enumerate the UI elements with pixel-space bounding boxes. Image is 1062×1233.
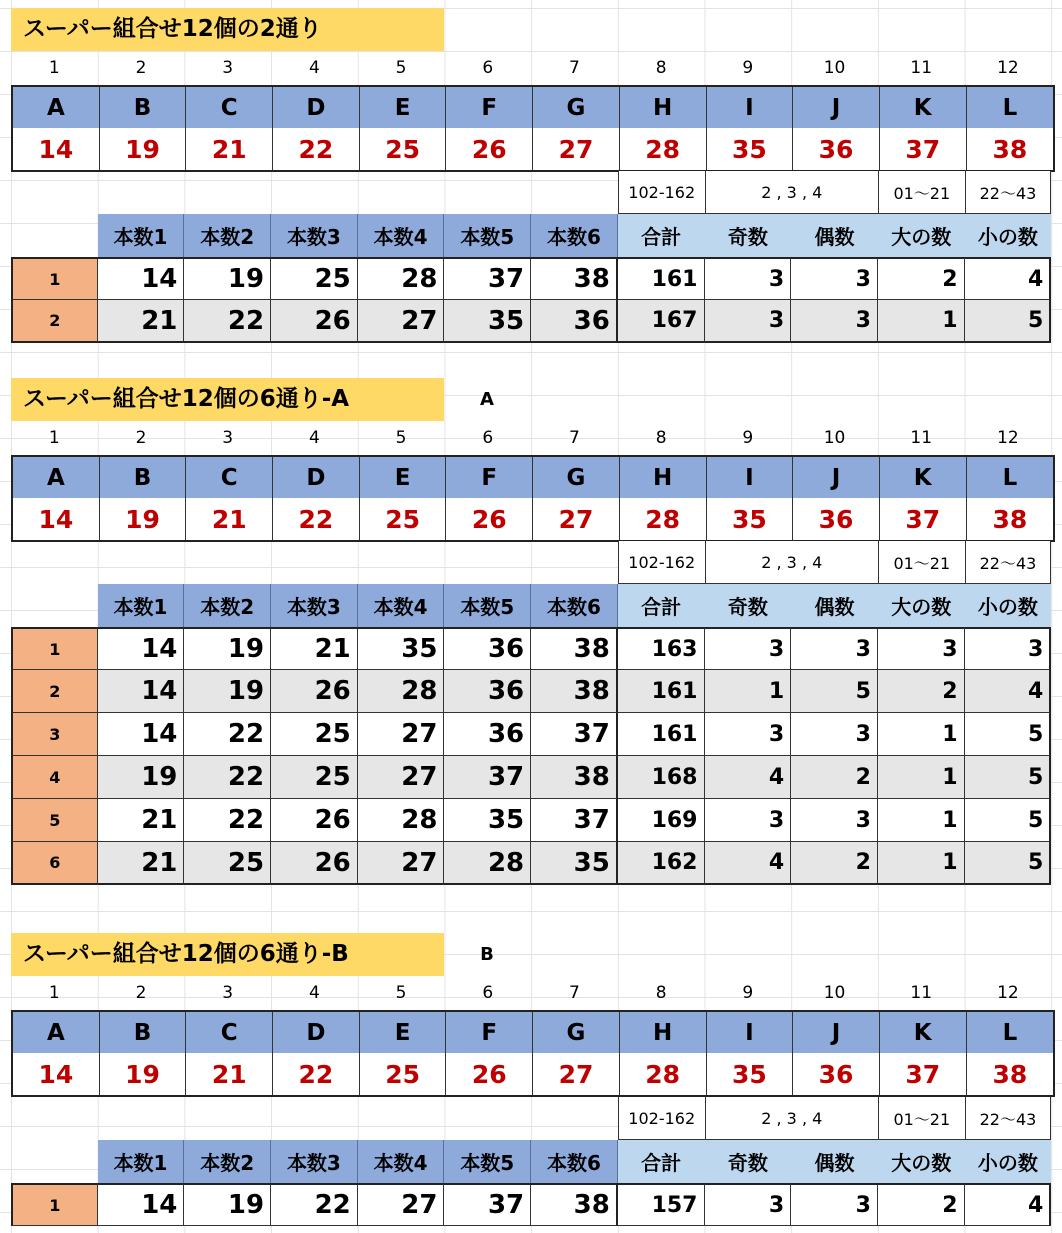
selected-number[interactable]: 37 (880, 498, 967, 540)
odd-count-cell[interactable]: 4 (705, 756, 792, 799)
column-number[interactable]: 5 (395, 58, 407, 78)
letter-cell[interactable]: J (793, 1012, 880, 1053)
number-cell[interactable]: 14 (98, 627, 185, 670)
column-number[interactable]: 6 (482, 428, 494, 448)
selected-number[interactable]: 38 (967, 498, 1054, 540)
selected-number[interactable]: 27 (533, 1053, 620, 1095)
selected-number[interactable]: 21 (186, 128, 273, 170)
selected-numbers-row (11, 498, 1055, 542)
even-count-cell[interactable]: 2 (791, 756, 878, 799)
selected-number[interactable]: 25 (360, 1053, 447, 1095)
letter-cell[interactable]: I (707, 1012, 794, 1053)
number-cell[interactable]: 25 (271, 756, 358, 799)
number-cell[interactable]: 35 (358, 627, 445, 670)
column-number[interactable]: 11 (910, 983, 933, 1003)
odd-count-cell[interactable]: 1 (705, 670, 792, 713)
sum-cell[interactable]: 167 (618, 300, 705, 343)
header-cell[interactable]: 奇数 (705, 584, 792, 627)
header-cell[interactable]: 本数3 (271, 584, 358, 627)
number-cell[interactable]: 37 (531, 799, 618, 842)
number-cell[interactable]: 37 (444, 1183, 531, 1226)
large-count-cell[interactable]: 1 (878, 842, 965, 885)
column-number[interactable]: 8 (655, 58, 667, 78)
number-cell[interactable]: 38 (531, 670, 618, 713)
number-cell[interactable]: 22 (271, 1183, 358, 1226)
table-row (11, 842, 1051, 885)
letter-cell[interactable]: L (967, 1012, 1054, 1053)
header-cell[interactable]: 合計 (618, 214, 705, 257)
selected-number[interactable]: 22 (273, 1053, 360, 1095)
selected-number[interactable]: 19 (100, 498, 187, 540)
letter-header-row (11, 455, 1055, 500)
selected-number[interactable]: 28 (620, 1053, 707, 1095)
number-cell[interactable]: 36 (531, 300, 618, 343)
column-number[interactable]: 10 (823, 983, 846, 1003)
number-cell[interactable]: 27 (358, 1183, 445, 1226)
small-range[interactable]: 22～43 (965, 541, 1052, 584)
corner-cell[interactable] (11, 584, 98, 627)
selected-number[interactable]: 25 (360, 498, 447, 540)
number-cell[interactable]: 21 (98, 300, 185, 343)
odd-even-range[interactable]: 2 , 3 , 4 (705, 541, 878, 584)
number-cell[interactable]: 35 (444, 799, 531, 842)
header-cell[interactable]: 本数5 (444, 584, 531, 627)
header-cell[interactable]: 合計 (618, 1140, 705, 1183)
column-number[interactable]: 11 (910, 58, 933, 78)
header-cell[interactable]: 大の数 (878, 1140, 965, 1183)
letter-cell[interactable]: B (100, 1012, 187, 1053)
large-count-cell[interactable]: 2 (878, 670, 965, 713)
sum-cell[interactable]: 169 (618, 799, 705, 842)
even-count-cell[interactable]: 3 (791, 257, 878, 300)
large-count-cell[interactable]: 1 (878, 300, 965, 343)
row-index[interactable]: 1 (11, 1183, 98, 1226)
header-cell[interactable]: 本数2 (184, 1140, 271, 1183)
letter-cell[interactable]: I (707, 457, 794, 498)
number-cell[interactable]: 26 (271, 300, 358, 343)
column-number[interactable]: 5 (395, 428, 407, 448)
number-cell[interactable]: 21 (98, 842, 185, 885)
number-cell[interactable]: 26 (271, 799, 358, 842)
letter-cell[interactable]: B (100, 457, 187, 498)
column-number-row (11, 51, 1051, 85)
row-index[interactable]: 2 (11, 300, 98, 343)
table-header-row (11, 214, 1051, 257)
column-number[interactable]: 2 (135, 983, 147, 1003)
header-cell[interactable]: 本数1 (98, 584, 185, 627)
small-count-cell[interactable]: 5 (965, 799, 1052, 842)
row-index[interactable]: 2 (11, 670, 98, 713)
table-row (11, 799, 1051, 842)
letter-header-row (11, 85, 1055, 130)
number-cell[interactable]: 28 (444, 842, 531, 885)
header-cell[interactable]: 大の数 (878, 584, 965, 627)
selected-number[interactable]: 26 (446, 498, 533, 540)
header-cell[interactable]: 本数6 (531, 214, 618, 257)
table-row (11, 1183, 1051, 1226)
number-cell[interactable]: 28 (358, 257, 445, 300)
number-cell[interactable]: 19 (98, 756, 185, 799)
header-cell[interactable]: 本数6 (531, 584, 618, 627)
header-cell[interactable]: 小の数 (965, 1140, 1052, 1183)
number-cell[interactable]: 25 (271, 713, 358, 756)
number-cell[interactable]: 38 (531, 756, 618, 799)
column-number[interactable]: 7 (569, 428, 580, 448)
number-cell[interactable]: 28 (358, 670, 445, 713)
letter-cell[interactable]: I (707, 87, 794, 128)
odd-count-cell[interactable]: 3 (705, 799, 792, 842)
column-number[interactable]: 6 (482, 58, 494, 78)
number-cell[interactable]: 37 (531, 713, 618, 756)
letter-cell[interactable]: K (880, 457, 967, 498)
number-cell[interactable]: 25 (271, 257, 358, 300)
selected-number[interactable]: 37 (880, 1053, 967, 1095)
number-cell[interactable]: 14 (98, 713, 185, 756)
small-count-cell[interactable]: 4 (965, 670, 1052, 713)
even-count-cell[interactable]: 3 (791, 713, 878, 756)
letter-cell[interactable]: A (13, 457, 100, 498)
selected-number[interactable]: 14 (13, 1053, 100, 1095)
header-cell[interactable]: 本数2 (184, 584, 271, 627)
small-count-cell[interactable]: 5 (965, 300, 1052, 343)
letter-cell[interactable]: K (880, 87, 967, 128)
column-number-row (11, 976, 1051, 1010)
selected-number[interactable]: 26 (446, 128, 533, 170)
header-cell[interactable]: 本数3 (271, 1140, 358, 1183)
sum-cell[interactable]: 157 (618, 1183, 705, 1226)
header-cell[interactable]: 偶数 (791, 1140, 878, 1183)
letter-cell[interactable]: G (533, 1012, 620, 1053)
column-number[interactable]: 3 (222, 428, 234, 448)
table-row (11, 627, 1051, 670)
header-cell[interactable]: 本数5 (444, 214, 531, 257)
column-number[interactable]: 8 (655, 428, 667, 448)
letter-cell[interactable]: E (360, 87, 447, 128)
column-number[interactable]: 7 (569, 58, 580, 78)
large-range[interactable]: 01～21 (878, 541, 965, 584)
column-number[interactable]: 1 (48, 58, 60, 78)
column-number[interactable]: 5 (395, 983, 407, 1003)
number-cell[interactable]: 37 (444, 257, 531, 300)
selected-number[interactable]: 22 (273, 128, 360, 170)
selected-number[interactable]: 36 (793, 498, 880, 540)
even-count-cell[interactable]: 3 (791, 627, 878, 670)
column-number[interactable]: 3 (222, 58, 234, 78)
row-index[interactable]: 3 (11, 713, 98, 756)
column-number[interactable]: 12 (997, 983, 1019, 1003)
odd-count-cell[interactable]: 3 (705, 300, 792, 343)
large-count-cell[interactable]: 1 (878, 799, 965, 842)
number-cell[interactable]: 19 (184, 1183, 271, 1226)
letter-cell[interactable]: L (967, 87, 1054, 128)
selected-number[interactable]: 21 (186, 1053, 273, 1095)
large-range[interactable]: 01～21 (878, 1097, 965, 1140)
number-cell[interactable]: 22 (184, 756, 271, 799)
number-cell[interactable]: 14 (98, 1183, 185, 1226)
number-cell[interactable]: 21 (98, 799, 185, 842)
letter-cell[interactable]: G (533, 457, 620, 498)
row-index[interactable]: 6 (11, 842, 98, 885)
large-count-cell[interactable]: 1 (878, 713, 965, 756)
header-cell[interactable]: 本数4 (358, 1140, 445, 1183)
section-title[interactable]: スーパー組合せ12個の6通り-B (11, 933, 444, 976)
table-row (11, 670, 1051, 713)
header-cell[interactable]: 小の数 (965, 584, 1052, 627)
selected-number[interactable]: 36 (793, 1053, 880, 1095)
letter-cell[interactable]: A (13, 87, 100, 128)
letter-cell[interactable]: J (793, 87, 880, 128)
column-number[interactable]: 9 (742, 428, 754, 448)
header-cell[interactable]: 小の数 (965, 214, 1052, 257)
header-cell[interactable]: 奇数 (705, 1140, 792, 1183)
table-row (11, 257, 1051, 300)
large-range[interactable]: 01～21 (878, 171, 965, 214)
table-header-row (11, 584, 1051, 627)
header-cell[interactable]: 本数1 (98, 214, 185, 257)
number-cell[interactable]: 19 (184, 670, 271, 713)
number-cell[interactable]: 36 (444, 713, 531, 756)
number-cell[interactable]: 27 (358, 756, 445, 799)
number-cell[interactable]: 22 (184, 799, 271, 842)
header-cell[interactable]: 本数6 (531, 1140, 618, 1183)
even-count-cell[interactable]: 3 (791, 300, 878, 343)
letter-cell[interactable]: F (446, 1012, 533, 1053)
sum-cell[interactable]: 161 (618, 670, 705, 713)
letter-cell[interactable]: D (273, 457, 360, 498)
column-number[interactable]: 12 (997, 58, 1019, 78)
column-number[interactable]: 12 (997, 428, 1019, 448)
header-cell[interactable]: 合計 (618, 584, 705, 627)
number-cell[interactable]: 27 (358, 713, 445, 756)
letter-cell[interactable]: C (186, 87, 273, 128)
selected-numbers-row (11, 128, 1055, 172)
column-number-row (11, 421, 1051, 455)
row-index[interactable]: 5 (11, 799, 98, 842)
header-cell[interactable]: 本数2 (184, 214, 271, 257)
sum-range[interactable]: 102-162 (618, 541, 705, 584)
header-cell[interactable]: 本数1 (98, 1140, 185, 1183)
selected-number[interactable]: 38 (967, 128, 1054, 170)
corner-cell[interactable] (11, 214, 98, 257)
selected-number[interactable]: 14 (13, 128, 100, 170)
odd-count-cell[interactable]: 3 (705, 713, 792, 756)
column-number[interactable]: 8 (655, 983, 667, 1003)
large-count-cell[interactable]: 2 (878, 257, 965, 300)
column-number[interactable]: 1 (48, 428, 60, 448)
number-cell[interactable]: 19 (184, 257, 271, 300)
header-cell[interactable]: 偶数 (791, 214, 878, 257)
number-cell[interactable]: 19 (184, 627, 271, 670)
table-row (11, 713, 1051, 756)
selected-number[interactable]: 27 (533, 498, 620, 540)
column-number[interactable]: 7 (569, 983, 580, 1003)
letter-cell[interactable]: E (360, 457, 447, 498)
selected-number[interactable]: 27 (533, 128, 620, 170)
selected-number[interactable]: 25 (360, 128, 447, 170)
number-cell[interactable]: 38 (531, 627, 618, 670)
header-cell[interactable]: 奇数 (705, 214, 792, 257)
selected-number[interactable]: 28 (620, 498, 707, 540)
column-number[interactable]: 2 (135, 428, 147, 448)
odd-even-range[interactable]: 2 , 3 , 4 (705, 1097, 878, 1140)
column-number[interactable]: 4 (308, 983, 320, 1003)
sum-cell[interactable]: 161 (618, 257, 705, 300)
sum-cell[interactable]: 168 (618, 756, 705, 799)
section-tag[interactable]: A (480, 389, 494, 410)
letter-cell[interactable]: K (880, 1012, 967, 1053)
selected-number[interactable]: 21 (186, 498, 273, 540)
number-cell[interactable]: 14 (98, 257, 185, 300)
number-cell[interactable]: 36 (444, 670, 531, 713)
header-cell[interactable]: 本数5 (444, 1140, 531, 1183)
column-number[interactable]: 1 (48, 983, 60, 1003)
row-index[interactable]: 4 (11, 756, 98, 799)
section-tag[interactable]: B (480, 944, 494, 965)
section-title[interactable]: スーパー組合せ12個の2通り (11, 8, 444, 51)
letter-cell[interactable]: A (13, 1012, 100, 1053)
number-cell[interactable]: 14 (98, 670, 185, 713)
sum-range[interactable]: 102-162 (618, 171, 705, 214)
selected-number[interactable]: 19 (100, 1053, 187, 1095)
sum-cell[interactable]: 163 (618, 627, 705, 670)
number-cell[interactable]: 26 (271, 842, 358, 885)
section-6-combos-a (11, 378, 1051, 890)
range-hint-row (618, 1097, 1051, 1140)
letter-cell[interactable]: D (273, 87, 360, 128)
large-count-cell[interactable]: 2 (878, 1183, 965, 1226)
row-index[interactable]: 1 (11, 257, 98, 300)
letter-cell[interactable]: C (186, 457, 273, 498)
table-row (11, 300, 1051, 343)
table-header-row (11, 1140, 1051, 1183)
row-index[interactable]: 1 (11, 627, 98, 670)
odd-count-cell[interactable]: 3 (705, 627, 792, 670)
column-number[interactable]: 9 (742, 983, 754, 1003)
selected-number[interactable]: 28 (620, 128, 707, 170)
range-hint-row (618, 541, 1051, 584)
table-row (11, 756, 1051, 799)
letter-cell[interactable]: D (273, 1012, 360, 1053)
small-count-cell[interactable]: 4 (965, 1183, 1052, 1226)
odd-count-cell[interactable]: 4 (705, 842, 792, 885)
letter-header-row (11, 1010, 1055, 1055)
column-number[interactable]: 2 (135, 58, 147, 78)
odd-even-range[interactable]: 2 , 3 , 4 (705, 171, 878, 214)
column-number[interactable]: 10 (823, 58, 846, 78)
header-cell[interactable]: 本数4 (358, 214, 445, 257)
letter-cell[interactable]: G (533, 87, 620, 128)
large-count-cell[interactable]: 1 (878, 756, 965, 799)
small-count-cell[interactable]: 5 (965, 713, 1052, 756)
selected-number[interactable]: 35 (707, 498, 794, 540)
header-cell[interactable]: 本数3 (271, 214, 358, 257)
selected-number[interactable]: 19 (100, 128, 187, 170)
letter-cell[interactable]: F (446, 87, 533, 128)
letter-cell[interactable]: H (620, 87, 707, 128)
small-range[interactable]: 22～43 (965, 1097, 1052, 1140)
number-cell[interactable]: 28 (358, 799, 445, 842)
large-count-cell[interactable]: 3 (878, 627, 965, 670)
number-cell[interactable]: 35 (531, 842, 618, 885)
selected-numbers-row (11, 1053, 1055, 1097)
column-number[interactable]: 4 (308, 428, 320, 448)
column-number[interactable]: 3 (222, 983, 234, 1003)
number-cell[interactable]: 35 (444, 300, 531, 343)
odd-count-cell[interactable]: 3 (705, 257, 792, 300)
selected-number[interactable]: 35 (707, 128, 794, 170)
letter-cell[interactable]: E (360, 1012, 447, 1053)
letter-cell[interactable]: L (967, 457, 1054, 498)
column-number[interactable]: 10 (823, 428, 846, 448)
header-cell[interactable]: 本数4 (358, 584, 445, 627)
section-2-combos (11, 8, 1051, 344)
even-count-cell[interactable]: 2 (791, 842, 878, 885)
letter-cell[interactable]: C (186, 1012, 273, 1053)
section-6-combos-b (11, 933, 1051, 1233)
selected-number[interactable]: 14 (13, 498, 100, 540)
number-cell[interactable]: 37 (444, 756, 531, 799)
letter-cell[interactable]: H (620, 1012, 707, 1053)
column-number[interactable]: 4 (308, 58, 320, 78)
number-cell[interactable]: 27 (358, 300, 445, 343)
small-count-cell[interactable]: 3 (965, 627, 1052, 670)
sum-cell[interactable]: 162 (618, 842, 705, 885)
column-number[interactable]: 6 (482, 983, 494, 1003)
header-cell[interactable]: 偶数 (791, 584, 878, 627)
number-cell[interactable]: 38 (531, 1183, 618, 1226)
letter-cell[interactable]: F (446, 457, 533, 498)
number-cell[interactable]: 38 (531, 257, 618, 300)
number-cell[interactable]: 36 (444, 627, 531, 670)
small-range[interactable]: 22～43 (965, 171, 1052, 214)
section-title[interactable]: スーパー組合せ12個の6通り-A (11, 378, 444, 421)
corner-cell[interactable] (11, 1140, 98, 1183)
small-count-cell[interactable]: 5 (965, 756, 1052, 799)
range-hint-row (618, 171, 1051, 214)
even-count-cell[interactable]: 3 (791, 1183, 878, 1226)
small-count-cell[interactable]: 5 (965, 842, 1052, 885)
odd-count-cell[interactable]: 3 (705, 1183, 792, 1226)
selected-number[interactable]: 37 (880, 128, 967, 170)
selected-number[interactable]: 22 (273, 498, 360, 540)
header-cell[interactable]: 大の数 (878, 214, 965, 257)
number-cell[interactable]: 27 (358, 842, 445, 885)
number-cell[interactable]: 21 (271, 627, 358, 670)
letter-cell[interactable]: B (100, 87, 187, 128)
letter-cell[interactable]: J (793, 457, 880, 498)
sum-cell[interactable]: 161 (618, 713, 705, 756)
number-cell[interactable]: 22 (184, 713, 271, 756)
even-count-cell[interactable]: 3 (791, 799, 878, 842)
number-cell[interactable]: 26 (271, 670, 358, 713)
column-number[interactable]: 9 (742, 58, 754, 78)
even-count-cell[interactable]: 5 (791, 670, 878, 713)
letter-cell[interactable]: H (620, 457, 707, 498)
selected-number[interactable]: 26 (446, 1053, 533, 1095)
selected-number[interactable]: 38 (967, 1053, 1054, 1095)
small-count-cell[interactable]: 4 (965, 257, 1052, 300)
selected-number[interactable]: 35 (707, 1053, 794, 1095)
sum-range[interactable]: 102-162 (618, 1097, 705, 1140)
column-number[interactable]: 11 (910, 428, 933, 448)
number-cell[interactable]: 22 (184, 300, 271, 343)
selected-number[interactable]: 36 (793, 128, 880, 170)
number-cell[interactable]: 25 (184, 842, 271, 885)
